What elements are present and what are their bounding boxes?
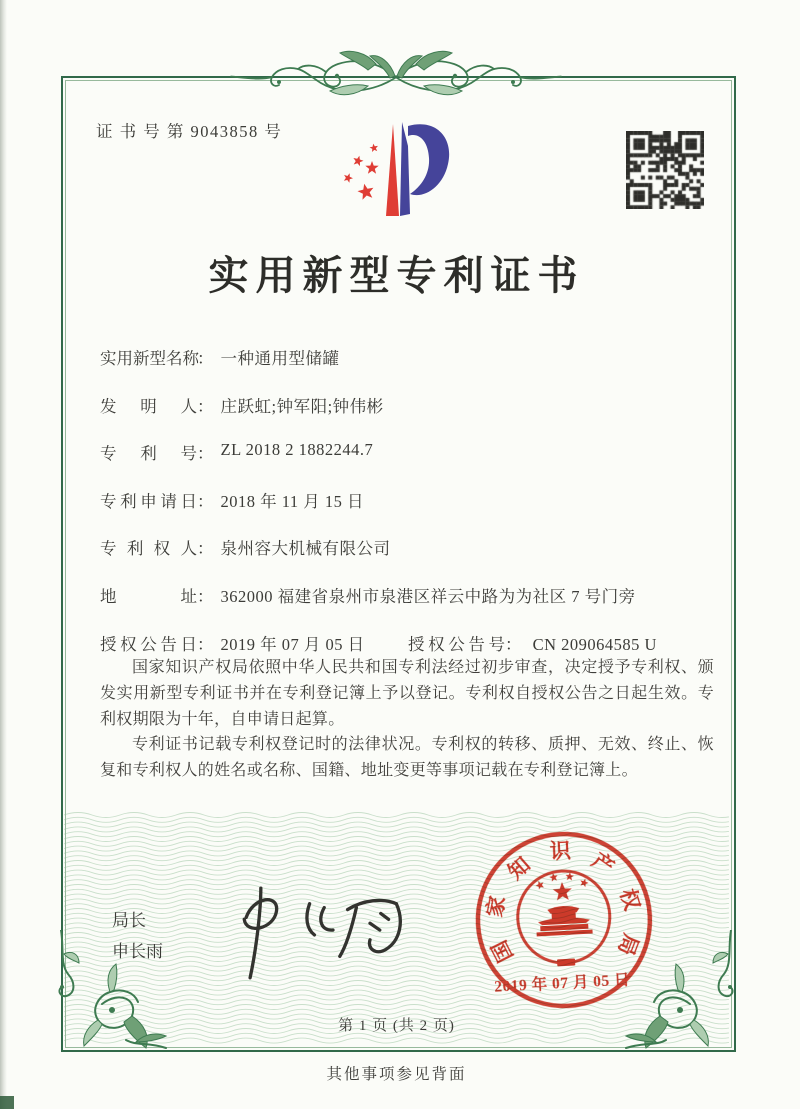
logo-blue-bar [400, 122, 410, 216]
scan-edge-artifact [0, 0, 7, 1109]
colon: ： [197, 491, 214, 511]
field-label: 地址 [100, 586, 197, 606]
top-flourish-ornament [226, 36, 566, 118]
legal-paragraph-1: 国家知识产权局依照中华人民共和国专利法经过初步审查，决定授予专利权、颁发实用新型专利证书并在专利登记簿上予以登记。专利权自授权公告之日起生效。专利权期限为十年，自申请日起算。 [100, 659, 714, 728]
certificate-title: 实用新型专利证书 [208, 253, 585, 298]
back-side-note: 其他事项参见背面 [326, 1066, 467, 1083]
logo-red-spike [386, 124, 399, 216]
field-row-address [100, 583, 715, 631]
colon: ： [197, 396, 214, 416]
signer-title: 局长 [112, 911, 146, 930]
grant-no-group [408, 631, 657, 655]
seal-char: 家 [482, 894, 510, 920]
field-label: 实用新型名称 [100, 349, 199, 368]
seal-char: 识 [549, 838, 572, 864]
field-label: 专利申请日 [100, 491, 197, 511]
field-label: 专利权人 [100, 539, 197, 559]
colon: ： [197, 539, 214, 559]
colon: ： [197, 634, 214, 654]
colon: ： [505, 634, 522, 654]
seal-char: 权 [615, 886, 645, 914]
field-row-filing-date [100, 488, 715, 536]
certificate-fields [100, 345, 715, 678]
official-seal [464, 824, 663, 1019]
logo-p-bowl [408, 124, 449, 195]
signer-name: 申长雨 [112, 942, 163, 961]
field-label: 发明人 [100, 396, 197, 416]
certificate-number: 证 书 号 第 9043858 号 [96, 122, 283, 141]
colon: ： [197, 586, 214, 606]
qr-code [626, 131, 704, 209]
scan-corner-artifact [0, 1096, 14, 1109]
signer-block [112, 905, 163, 967]
seal-date: 2019 年 07 月 05 日 [493, 971, 631, 996]
national-emblem [515, 869, 612, 969]
field-row-name [100, 345, 715, 393]
legal-paragraph-2: 专利证书记载专利权登记时的法律状况。专利权的转移、质押、无效、终止、恢复和专利权人的姓名或名称、国籍、地址变更等事项记载在专利登记簿上。 [100, 736, 714, 780]
cnipa-logo-icon [336, 116, 456, 226]
field-value: 庄跃虹;钟军阳;钟伟彬 [220, 396, 384, 416]
seal-char: 局 [613, 930, 644, 959]
grant-date-value: 2019 年 07 月 05 日 [220, 634, 365, 654]
grant-date-group [100, 631, 408, 655]
field-value: 泉州容大机械有限公司 [220, 539, 391, 559]
field-value: 362000 福建省泉州市泉港区祥云中路为为社区 7 号门旁 [220, 586, 636, 606]
signature-handwriting [215, 878, 410, 986]
field-value: 一种通用型储罐 [220, 349, 340, 368]
colon: ： [197, 444, 214, 464]
legal-text [100, 655, 714, 784]
field-value: ZL 2018 2 1882244.7 [220, 440, 374, 460]
logo-stars [344, 144, 379, 200]
page-number: 第 1 页 (共 2 页) [338, 1018, 455, 1034]
grant-no-value: CN 209064585 U [532, 634, 657, 654]
field-row-inventors [100, 393, 715, 441]
field-label: 专利号 [100, 444, 197, 464]
seal-char: 国 [486, 936, 518, 967]
field-value: 2018 年 11 月 15 日 [220, 491, 365, 511]
field-row-patent-no [100, 440, 715, 488]
field-label: 授权公告号 [408, 634, 505, 654]
field-row-patentee [100, 535, 715, 583]
seal-char: 产 [588, 847, 619, 880]
seal-char: 知 [502, 851, 535, 884]
field-label: 授权公告日 [100, 634, 197, 654]
colon: ： [197, 349, 214, 368]
